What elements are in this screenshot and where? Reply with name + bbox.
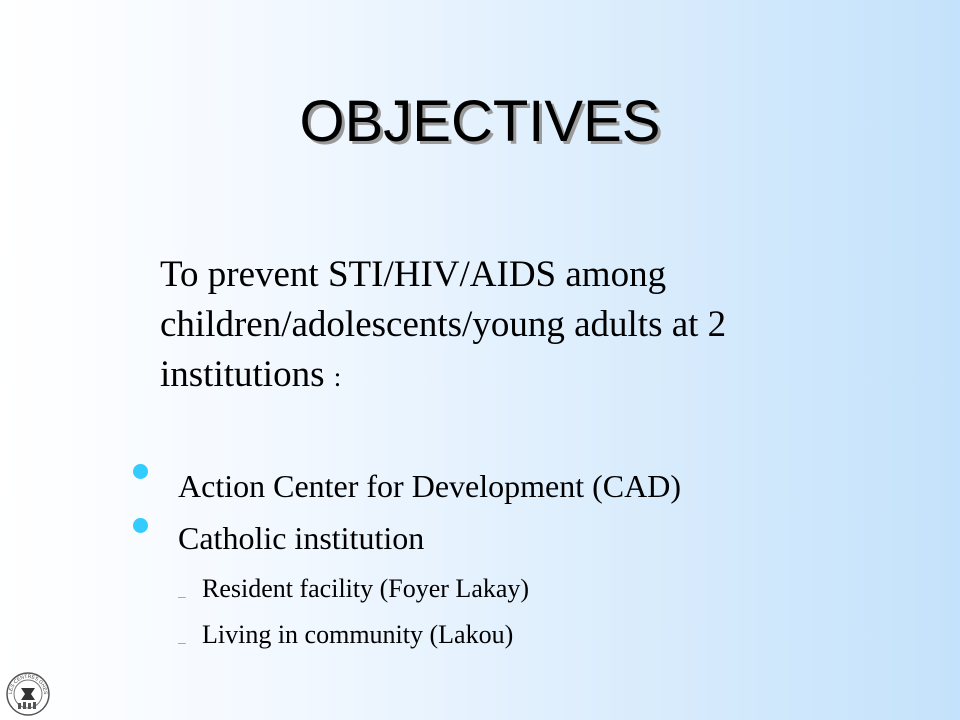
sub-bullet-dash-icon: – — [178, 634, 186, 650]
intro-line-2: children/adolescents/young adults at 2 — [160, 304, 727, 345]
bullet-item-cad: Action Center for Development (CAD) — [178, 468, 681, 504]
bullet-dot-icon — [133, 518, 148, 533]
intro-line-1: To prevent STI/HIV/AIDS among — [160, 254, 667, 295]
slide-title: OBJECTIVES — [299, 89, 661, 154]
sub-bullet-dash-icon: – — [178, 588, 186, 604]
sub-bullet-item-foyer-lakay: Resident facility (Foyer Lakay) — [202, 574, 530, 603]
intro-text — [160, 250, 860, 402]
bullet-item-catholic-institution: Catholic institution — [178, 520, 425, 556]
intro-line-3-text: institutions — [160, 354, 325, 395]
sub-bullet-item-lakou: Living in community (Lakou) — [202, 620, 514, 649]
logo-arc-text: LES CENTRES GHES — [7, 673, 49, 695]
intro-colon: : — [333, 362, 342, 392]
organization-logo-icon — [4, 668, 52, 716]
intro-line-3 — [160, 350, 860, 402]
bullet-dot-icon — [133, 464, 148, 479]
